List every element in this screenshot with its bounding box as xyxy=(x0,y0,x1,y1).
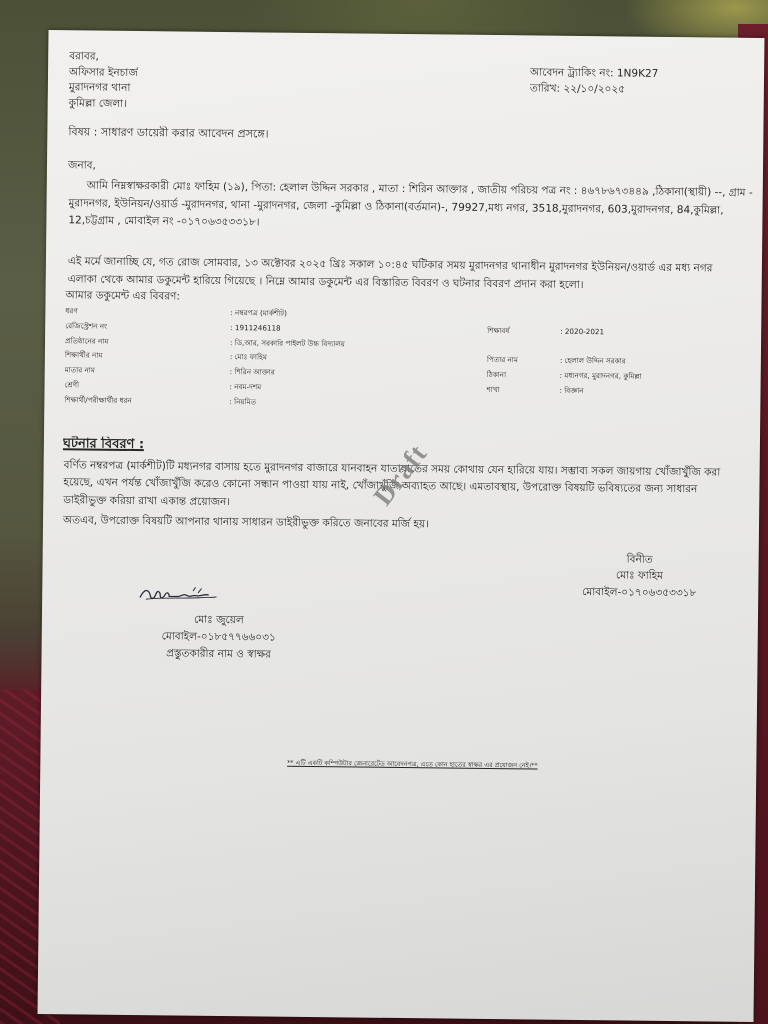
recipient-line: অফিসার ইনচার্জ xyxy=(68,65,138,79)
salutation: জনাব, xyxy=(67,159,96,172)
preparer-signature-block xyxy=(128,611,309,664)
application-paper xyxy=(38,30,765,1022)
applicant-name: মোঃ ফাহিম xyxy=(615,569,664,583)
application-date: তারিখ: ২২/১০/২০২৫ xyxy=(529,82,626,96)
draft-watermark: Draft xyxy=(367,438,433,511)
field-value: : নম্বরপত্র (মার্কশীট) xyxy=(230,308,287,318)
field-label: পিতার নাম xyxy=(486,355,518,365)
paragraph-line: এই মর্মে জানাচ্ছি যে, গত রোজ সোমবার, ১৩ অক্টোবর ২০২৫ খ্রিঃ সকাল ১০:৪৫ ঘটিকার সময় মুরাদনগর থানাধীন মুরাদনগর ইউনিয়ন/ওয়ার্ড এর মধ্য নগর xyxy=(67,255,713,275)
paragraph-line: এলাকা থেকে আমার ডকুমেন্ট হারিয়ে গিয়েছে । নিম্নে আমার ডকুমেন্ট এর বিস্তারিত বিবরণ ও ঘটনার বিবরণ প্রদান করা হলো। xyxy=(67,273,584,292)
field-label: রেজিস্ট্রেশন নং xyxy=(65,321,108,331)
field-value: : মোঃ ফাহিম xyxy=(229,352,267,362)
incident-heading: ঘটনার বিবরণ : xyxy=(62,436,145,453)
handwritten-signature-mark xyxy=(138,584,218,607)
document-details-table xyxy=(64,304,745,416)
paragraph-line: ডাইরীভুক্ত করিয়া রাখা একান্ত প্রয়োজন। xyxy=(63,493,231,508)
field-value: : মধ্যনগর, মুরাদনগর, কুমিল্লা xyxy=(559,370,642,381)
paragraph-line: বর্ণিত নম্বরপত্র (মার্কশীট)টি মধ্যনগর বাসায় হতে মুরাদনগর বাজারে যানবাহন যাতায়াতের সময় কোথায় যেন হারিয়ে যায়। সম্ভাব্য সকল জায়গায় খোঁজাখুঁজি করা xyxy=(63,459,721,479)
field-label: শাখা xyxy=(486,384,500,395)
signoff-text: বিনীত xyxy=(626,553,653,566)
closing-request: অতএব, উপরোক্ত বিষয়টি আপনার থানায় সাধারন ডাইরীভুক্ত করিতে জনাবের মর্জি হয়। xyxy=(62,514,429,531)
recipient-line: বরাবর, xyxy=(69,50,99,63)
recipient-address xyxy=(69,49,138,113)
preparer-mobile: মোবাইল-০১৮৫৭৭৬৬০৩১ xyxy=(161,630,276,644)
applicant-signature-block xyxy=(559,551,720,602)
preparer-caption: প্রস্তুতকারীর নাম ও স্বাক্ষর xyxy=(166,647,272,661)
field-label: শ্রেণী xyxy=(64,380,80,390)
field-value: : নবম-দশম xyxy=(229,382,262,392)
subject-line: বিষয় : সাধারণ ডায়েরী করার আবেদন প্রসঙ্গে। xyxy=(68,125,269,141)
paragraph-line: মুরাদনগর, ইউনিয়ন/ওয়ার্ড -মুরাদনগর, থানা -মুরাদনগর, জেলা -কুমিল্লা ও ঠিকানা(বর্তমান)-, 79927,মধ্য নগর, 3518,মুরাদনগর, 603,মুরাদনগর, 84,কুমিল্লা, xyxy=(68,196,724,217)
field-label: শিক্ষার্থীর নাম xyxy=(64,350,103,361)
paragraph-line: আমি নিম্নস্বাক্ষরকারী মোঃ ফাহিম (১৯), পিতা: হেলাল উদ্দিন সরকার , মাতা : শিরিন আক্তার , জাতীয় পরিচয় পত্র নং : ৪৬৭৮৬৭৩৪৪৯ ,ঠিকানা(স্থায়ী) --, গ্রাম - xyxy=(86,179,753,199)
field-value: : হেলাল উদ্দিন সরকার xyxy=(559,356,626,366)
field-value: : 2020-2021 xyxy=(560,326,605,337)
intro-paragraph xyxy=(68,177,759,238)
document-details-heading: আমার ডকুমেন্ট এর বিবরণ: xyxy=(65,289,181,303)
footer-note: ** এটি একটি কম্পিউটার জেনারেটেড আবেদনপত্র, এতে কোন হাতের স্বাক্ষর এর প্রয়োজন নেই।** xyxy=(287,758,538,770)
paragraph-line: 12,চট্টগ্রাম , মোবাইল নং -০১৭০৬৩৫৩৩১৮। xyxy=(68,214,260,229)
preparer-name: মোঃ জুয়েল xyxy=(194,613,244,627)
field-label: শিক্ষার্থী/পরীক্ষার্থীর ধরন xyxy=(64,395,132,405)
field-value: : শিরিন আক্তার xyxy=(229,367,275,377)
field-label: প্রতিষ্ঠানের নাম xyxy=(65,335,109,346)
applicant-mobile: মোবাইল-০১৭০৬৩৫৩৩১৮ xyxy=(582,585,697,599)
field-label: ধরণ xyxy=(65,306,78,316)
recipient-line: মুরাদনগর থানা xyxy=(68,81,131,95)
field-value: : ডি,আর, সরকারি পাইলট উচ্চ বিদ্যালয় xyxy=(229,337,345,348)
field-value: : বিজ্ঞান xyxy=(559,385,584,396)
field-label: মাতার নাম xyxy=(64,365,95,375)
field-label: ঠিকানা xyxy=(486,370,507,380)
field-value: : নিয়মিত xyxy=(229,396,257,407)
paragraph-line: হয়েছে, এখন পর্যন্ত খোঁজাখুঁজি করেও কোনো সন্ধান পাওয়া যায় নাই, খোঁজাখুঁজি অব্যাহত আছে। এমতাবস্থায়, উপরোক্ত বিষয়টি ভবিষ্যতের জন্য সাধারন xyxy=(63,476,698,496)
application-meta xyxy=(530,64,659,97)
field-value: : 1911246118 xyxy=(230,322,281,333)
field-label: শিক্ষাবর্ষ xyxy=(487,325,510,335)
recipient-line: কুমিল্লা জেলা। xyxy=(68,97,128,111)
tracking-number: আবেদন ট্র্যাকিং নং: 1N9K27 xyxy=(530,66,659,80)
